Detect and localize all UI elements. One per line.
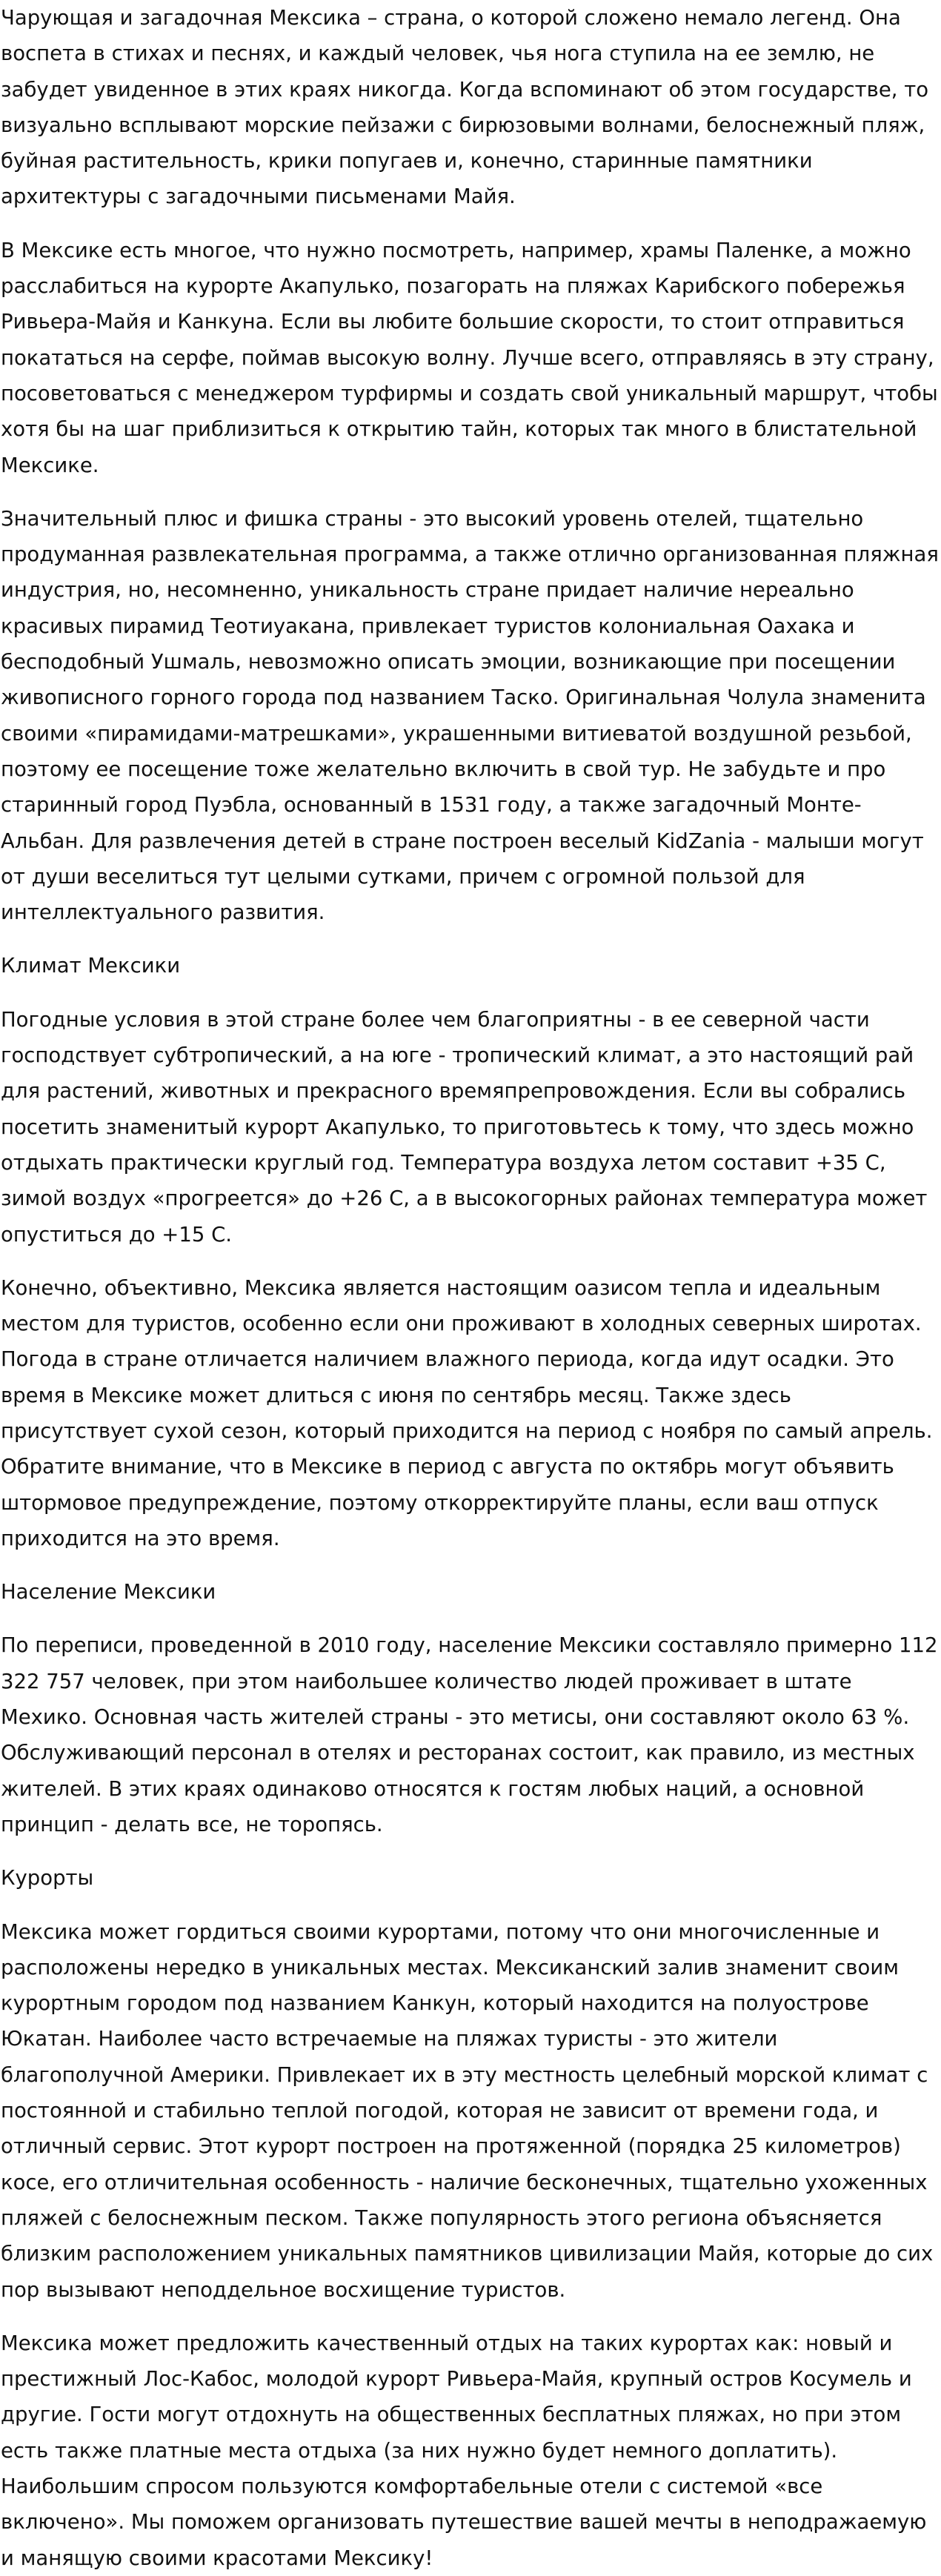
population-paragraph-1: По переписи, проведенной в 2010 году, население Мексики составляло примерно 112 322 757 человек, при этом наибольшее количество людей проживает в штате Мехико. Основная часть жителей страны - это метисы, они составляют около 63 %. Обслуживающий персонал в отелях и ресторанах состоит, как правило, из местных жителей. В этих краях одинаково относятся к гостям любых наций, а основной принцип - делать все, не торопясь. [1, 1633, 938, 1836]
climate-paragraph-1: Погодные условия в этой стране более чем благоприятны - в ее северной части господствует субтропический, а на юге - тропический климат, а это настоящий рай для растений, животных и прекрасного времяпрепровождения. Если вы собрались посетить знаменитый курорт Акапулько, то приготовьтесь к тому, что здесь можно отдыхать практически круглый год. Температура воздуха летом составит +35 С, зимой воздух «прогреется» до +26 С, а в высокогорных районах температура может опуститься до +15 С. [1, 1007, 928, 1246]
intro-paragraph-2: В Мексике есть многое, что нужно посмотреть, например, храмы Паленке, а можно расслабиться на курорте Акапулько, позагорать на пляжах Карибского побережья Ривьера-Майя и Канкуна. Если вы любите большие скорости, то стоит отправиться покататься на серфе, поймав высокую волну. Лучше всего, отправляясь в эту страну, посоветоваться с менеджером турфирмы и создать свой уникальный маршрут, чтобы хотя бы на шаг приблизиться к открытию тайн, которых так много в блистательной Мексике. [1, 238, 938, 477]
climate-heading: Климат Мексики [1, 954, 181, 978]
resorts-paragraph-2: Мексика может предложить качественный отдых на таких курортах как: новый и престижный Лос-Кабос, молодой курорт Ривьера-Майя, крупный остров Косумель и другие. Гости могут отдохнуть на общественных бесплатных пляжах, но при этом есть также платные места отдыха (за них нужно будет немного доплатить). Наибольшим спросом пользуются комфортабельные отели с системой «все включено». Мы поможем организовать путешествие вашей мечты в неподражаемую и манящую своими красотами Мексику! [1, 2331, 927, 2570]
population-heading: Население Мексики [1, 1580, 216, 1604]
climate-paragraph-2: Конечно, объективно, Мексика является настоящим оазисом тепла и идеальным местом для туристов, особенно если они проживают в холодных северных широтах. Погода в стране отличается наличием влажного периода, когда идут осадки. Это время в Мексике может длиться с июня по сентябрь месяц. Также здесь присутствует сухой сезон, который приходится на период с ноября по самый апрель. Обратите внимание, что в Мексике в период с августа по октябрь могут объявить штормовое предупреждение, поэтому откорректируйте планы, если ваш отпуск приходится на это время. [1, 1275, 933, 1550]
intro-paragraph-1: Чарующая и загадочная Мексика – страна, о которой сложено немало легенд. Она воспета в стихах и песнях, и каждый человек, чья нога ступила на ее землю, не забудет увиденное в этих краях никогда. Когда вспоминают об этом государстве, то визуально всплывают морские пейзажи с бирюзовыми волнами, белоснежный пляж, буйная растительность, крики попугаев и, конечно, старинные памятники архитектуры с загадочными письменами Майя. [1, 6, 929, 209]
intro-paragraph-3: Значительный плюс и фишка страны - это высокий уровень отелей, тщательно продуманная развлекательная программа, а также отлично организованная пляжная индустрия, но, несомненно, уникальность стране придает наличие нереально красивых пирамид Теотиуакана, привлекает туристов колониальная Оахака и бесподобный Ушмаль, невозможно описать эмоции, возникающие при посещении живописного горного города под названием Таско. Оригинальная Чолула знаменита своими «пирамидами-матрешками», украшенными витиеватой воздушной резьбой, поэтому ее посещение тоже желательно включить в свой тур. Не забудьте и про старинный город Пуэбла, основанный в 1531 году, а также загадочный Монте-Альбан. Для развлечения детей в стране построен веселый KidZania - малыши могут от души веселиться тут целыми сутками, причем с огромной пользой для интеллектуального развития. [1, 506, 939, 925]
resorts-heading: Курорты [1, 1866, 94, 1890]
resorts-paragraph-1: Мексика может гордиться своими курортами, потому что они многочисленные и расположены нередко в уникальных местах. Мексиканский залив знаменит своим курортным городом под названием Канкун, который находится на полуострове Юкатан. Наиболее часто встречаемые на пляжах туристы - это жители благополучной Америки. Привлекает их в эту местность целебный морской климат с постоянной и стабильно теплой погодой, которая не зависит от времени года, и отличный сервис. Этот курорт построен на протяженной (порядка 25 километров) косе, его отличительная особенность - наличие бесконечных, тщательно ухоженных пляжей с белоснежным песком. Также популярность этого региона объясняется близким расположением уникальных памятников цивилизации Майя, которые до сих пор вызывают неподдельное восхищение туристов. [1, 1919, 934, 2302]
